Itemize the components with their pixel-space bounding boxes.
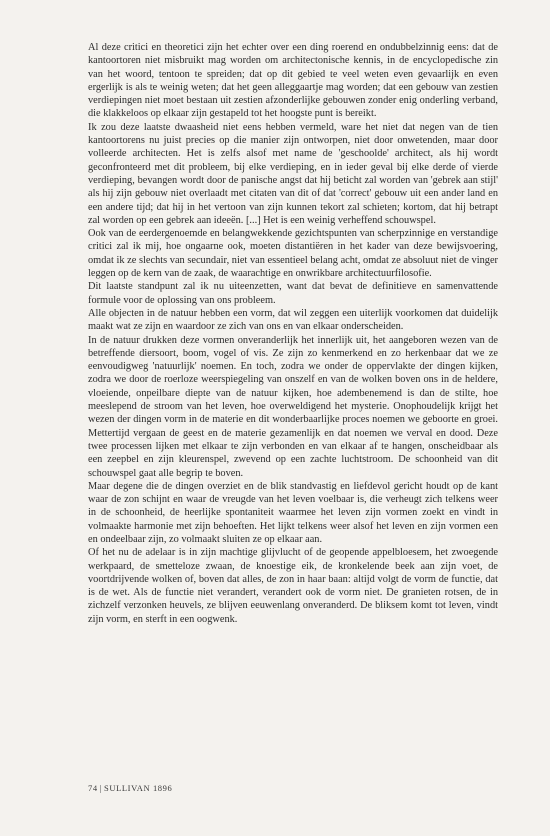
paragraph: Maar degene die de dingen overziet en de blik standvastig en liefdevol gericht houdt op de kant waar de zon schijnt en waar de vreugde van het leven voelbaar is, die verheugt zich telkens weer in de schoonheid, de heerlijke spontaniteit waarmee het leven zijn vormen zoekt en vindt in volmaakte harmonie met zijn behoeften. Het lijkt telkens weer alsof het leven en zijn vormen een en ondeelbaar zijn, zo volmaakt sluiten ze op elkaar aan. bbox=[88, 480, 498, 545]
paragraph: In de natuur drukken deze vormen onveranderlijk het innerlijk uit, het aangeboren wezen van de betreffende diersoort, boom, vogel of vis. Ze zijn zo kenmerkend en zo herkenbaar dat we ze eenvoudigweg 'natuurlijk' noemen. En toch, zodra we onder de oppervlakte der dingen kijken, zodra we door de roerloze weerspiegeling van onszelf en van de wolken boven ons in de heldere, vloeiende, onpeilbare diepte van de natuur kijken, hoe adembenemend is dan de stilte, hoe meeslepend de stroom van het leven, hoe overweldigend het mysterie. Onophoudelijk krijgt het wezen der dingen vorm in de materie en dit wonderbaarlijke proces noemen we geboorte en groei. Mettertijd vergaan de geest en de materie gezamenlijk en dat noemen we verval en dood. Deze twee processen lijken met elkaar te zijn verbonden en van elkaar af te hangen, onscheidbaar als een zeepbel en zijn kleurenspel, zwevend op een zachte luchtstroom. De schoonheid van dit schouwspel gaat alle begrip te boven. bbox=[88, 334, 498, 479]
paragraph: Dit laatste standpunt zal ik nu uiteenzetten, want dat bevat de definitieve en samenvattende formule voor de oplossing van ons probleem. bbox=[88, 281, 498, 306]
paragraph: Of het nu de adelaar is in zijn machtige glijvlucht of de geopende appelbloesem, het zwoegende werkpaard, de smetteloze zwaan, de knoestige eik, de kronkelende beek aan zijn voet, de voortdrijvende wolken of, boven dat alles, de zon in haar baan: altijd volgt de vorm de functie, dat is de wet. Als de functie niet verandert, verandert ook de vorm niet. De granieten rotsen, de in zichzelf verzonken heuvels, ze blijven eeuwenlang onveranderd. De bliksem komt tot leven, vindt zijn vorm, en sterft in een oogwenk. bbox=[88, 547, 498, 625]
paragraph: Al deze critici en theoretici zijn het echter over een ding roerend en ondubbelzinnig eens: dat de kantoortoren niet misbruikt mag worden om architectonische kennis, in de encyclopedische zin van het woord, tentoon te spreiden; dat op dit gebied te veel weten even gevaarlijk en even ergerlijk is als te weinig weten; dat het geen alleggaartje mag worden; dat een gebouw van zestien verdiepingen niet moet bestaan uit zestien afzonderlijke gebouwen zonder enig onderling verband, die klakkeloos op elkaar zijn gestapeld tot het hoogste punt is bereikt. bbox=[88, 42, 498, 120]
page-number: 74 bbox=[88, 783, 98, 793]
body-text bbox=[88, 41, 498, 626]
paragraph: Alle objecten in de natuur hebben een vorm, dat wil zeggen een uiterlijk voorkomen dat duidelijk maakt wat ze zijn en waardoor ze zich van ons en van elkaar onderscheiden. bbox=[88, 307, 498, 333]
paragraph: Ik zou deze laatste dwaasheid niet eens hebben vermeld, ware het niet dat negen van de tien kantoortorens nu juist precies op die manier zijn ontworpen, niet door onwetenden, maar door volleerde architecten. Het is zelfs alsof met name de 'geschoolde' architect, als hij wordt geconfronteerd met dit probleem, bij elke verdieping, en in ieder geval bij elke derde of vierde verdieping, bevangen wordt door de panische angst dat hij beticht zal worden van 'gebrek aan stijl' als hij zijn gebouw niet overlaadt met citaten van dit of dat 'correct' gebouw uit een ander land en een andere tijd; dat hij in het vertoon van zijn kunnen tekort zal schieten; kortom, dat hij betrapt zal worden op een gebrek aan ideeën. [...] Het is een weinig verheffend schouwspel. bbox=[88, 121, 498, 226]
running-head: SULLIVAN 1896 bbox=[104, 783, 173, 793]
paragraph: Ook van de eerdergenoemde en belangwekkende gezichtspunten van scherpzinnige en verstandige critici zal ik mij, hoe ongaarne ook, moeten distantiëren in het kader van deze bewijsvoering, omdat ik ze slechts van secundair, niet van essentieel belang acht, omdat ze absoluut niet de vinger leggen op de kern van de zaak, de waarachtige en onwrikbare architectuurfilosofie. bbox=[88, 228, 498, 280]
page-footer bbox=[88, 783, 172, 793]
footer-separator: | bbox=[99, 783, 103, 793]
